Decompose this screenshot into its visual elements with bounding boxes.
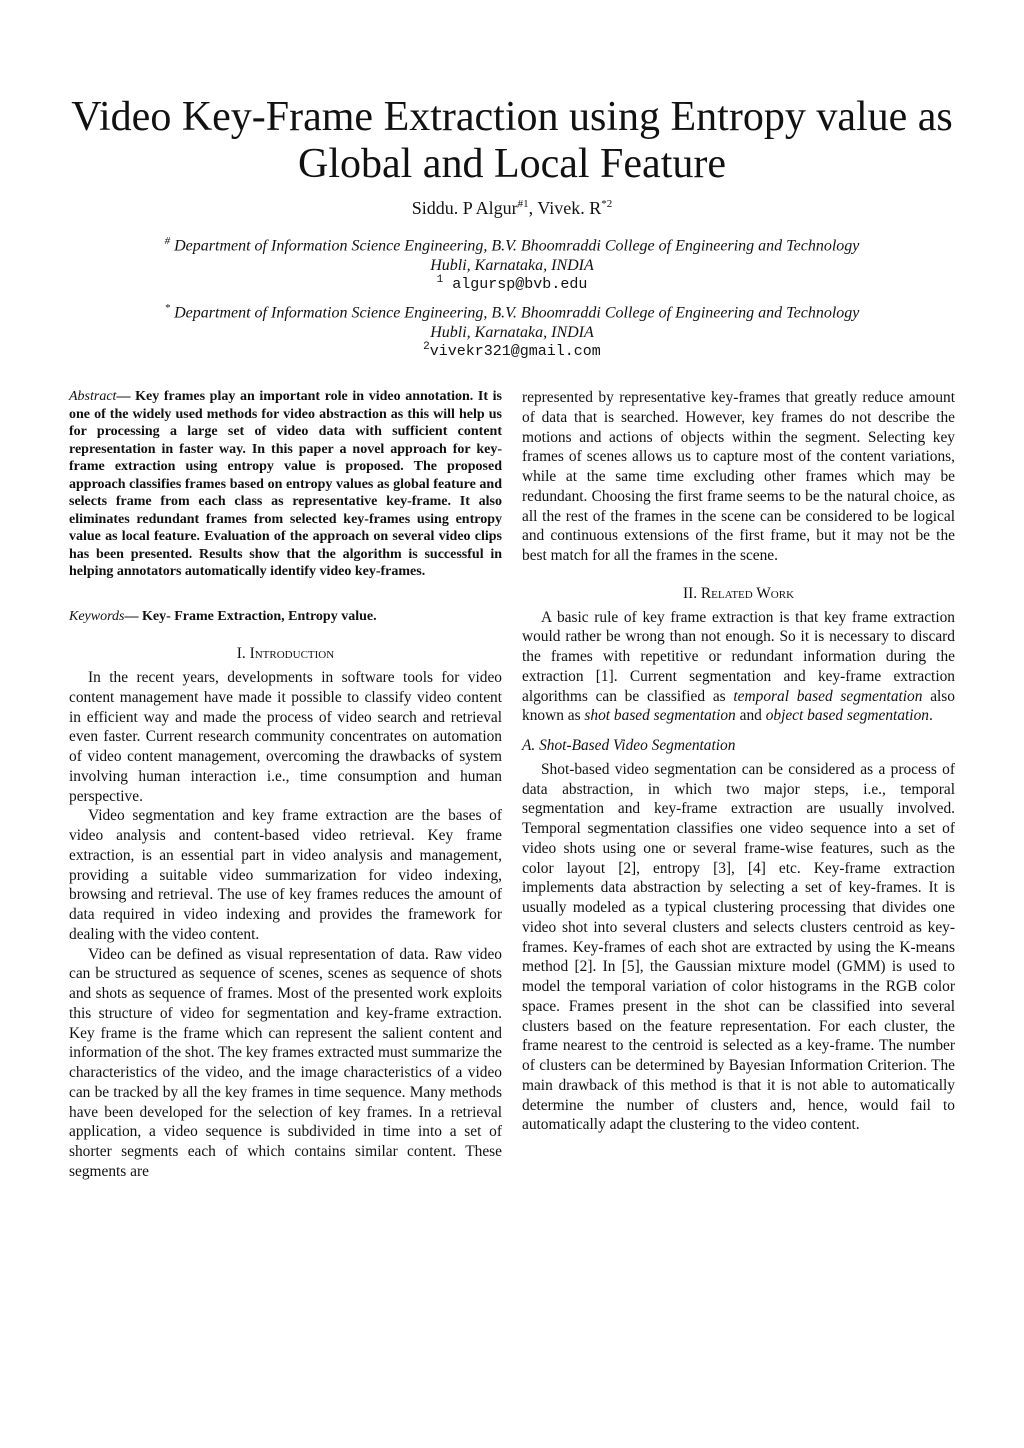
related-work-text-c: and bbox=[735, 707, 766, 725]
author-2-mark: *2 bbox=[601, 198, 613, 210]
email-2 bbox=[40, 341, 984, 360]
keywords-dash: — bbox=[124, 608, 142, 624]
intro-paragraph-3-continued: represented by representative key-frames that greatly reduce amount of data that is searched. However, key frames do not describe the motions and actions of objects within the segment. Selecting key frames of scenes allows us to capture most of the content variations, while at the same time excluding other frames which may be redundant. Choosing the first frame seems to be the natural choice, as all the rest of the frames in the scene can be considered to be logical and continuous extensions of the first frame, but it may not be the best match for all the frames in the scene. bbox=[522, 389, 955, 564]
paper-title bbox=[40, 94, 984, 188]
abstract-dash: — bbox=[116, 389, 136, 404]
term-object-segmentation: object based segmentation bbox=[765, 707, 929, 725]
affiliation-1 bbox=[40, 231, 984, 276]
author-1: Siddu. P Algur bbox=[411, 198, 518, 218]
email-2-address[interactable]: vivekr321@gmail.com bbox=[429, 343, 601, 360]
abstract-text: Key frames play an important role in video annotation. It is one of the widely used methods for video abstraction as this will help us for processing a large set of video data with sufficient content representation in faster way. In this paper a novel approach for key-frame extraction using entropy value is proposed. The proposed approach classifies frames based on entropy values as global feature and selects frame from each class as representative key-frame. It also eliminates redundant frames from selected key-frames using entropy value as local feature. Evaluation of the approach on several video clips has been presented. Results show that the algorithm is successful in helping annotators automatically identify video key-frames. bbox=[69, 389, 503, 579]
email-2-mark: 2 bbox=[423, 341, 430, 353]
section-heading-related-work: II. Related Work bbox=[682, 584, 795, 602]
keywords-text: Key- Frame Extraction, Entropy value. bbox=[141, 608, 377, 624]
right-column bbox=[522, 388, 955, 1135]
keywords-label: Keywords bbox=[69, 608, 125, 624]
email-1-mark: 1 bbox=[436, 274, 444, 286]
title-line-2: Global and Local Feature bbox=[298, 141, 726, 187]
author-line bbox=[40, 198, 984, 219]
term-shot-segmentation: shot based segmentation bbox=[584, 707, 736, 725]
affiliation-2-dept: Department of Information Science Engineering, B.V. Bhoomraddi College of Engineering and Technology bbox=[174, 304, 860, 322]
affiliation-1-location: Hubli, Karnataka, INDIA bbox=[430, 257, 594, 275]
shot-based-paragraph-1: Shot-based video segmentation can be considered as a process of data abstraction, in which two major steps, i.e., temporal segmentation and key-frame extraction are usually involved. Temporal segmentation classifies one video sequence into a set of video shots using one or several frame-wise features, such as the color layout [2], entropy [3], [4] etc. Key-frame extraction implements data abstraction by selecting a set of key-frames. It is usually modeled as a typical clustering processing that divides one video shot into several clusters and selects clusters centroid as key-frames. Key-frames of each shot are extracted by using the K-means method [2]. In [5], the Gaussian mixture model (GMM) is used to model the temporal variation of color histograms in the RGB color space. Frames present in the shot can be classified into several clusters based on the feature representation. For each cluster, the frame nearest to the centroid is selected as a key-frame. The number of clusters can be determined by Bayesian Information Criterion. The main drawback of this method is that it is not able to automatically determine the number of clusters and, hence, would fail to automatically adapt the clustering to the video content. bbox=[522, 760, 955, 1134]
abstract bbox=[69, 388, 502, 581]
subsection-heading-shot-based: A. Shot-Based Video Segmentation bbox=[522, 737, 736, 754]
affiliation-2-mark: * bbox=[164, 302, 171, 314]
related-work-text-a: A basic rule of key frame extraction is that key frame extraction would rather be wrong than not enough. So it is necessary to discard the frames with repetitive or redundant information during the extraction [1]. Current segmentation and key-frame extraction algorithms can be classified as bbox=[522, 608, 955, 705]
related-work-paragraph-1 bbox=[522, 608, 955, 727]
email-1 bbox=[40, 274, 984, 293]
title-line-1: Video Key-Frame Extraction using Entropy value as bbox=[71, 94, 953, 140]
intro-paragraph-3: Video can be defined as visual representation of data. Raw video can be structured as sequence of scenes, scenes as sequence of shots and shots as sequence of frames. Most of the presented work exploits this structure of video for segmentation and key-frame extraction. Key frame is the frame which can represent the salient content and information of the shot. The key frames extracted must summarize the characteristics of the video, and the image characteristics of a video can be tracked by all the key frames in time sequence. Many methods have been developed for the selection of key frames. In a retrieval application, a video sequence is subdivided in time into a set of shorter segments each of which contains similar content. These segments are bbox=[69, 945, 502, 1180]
keywords bbox=[69, 607, 502, 627]
affiliation-1-dept: Department of Information Science Engineering, B.V. Bhoomraddi College of Engineering and Technology bbox=[174, 237, 860, 255]
affiliation-1-mark: # bbox=[164, 235, 171, 247]
abstract-label: Abstract bbox=[69, 389, 117, 404]
related-work-text-b: also known as bbox=[522, 687, 955, 725]
email-1-address[interactable]: algursp@bvb.edu bbox=[452, 276, 588, 293]
term-temporal-segmentation: temporal based segmentation bbox=[733, 687, 923, 705]
section-heading-introduction: I. Introduction bbox=[236, 645, 335, 663]
related-work-text-d: . bbox=[928, 707, 933, 725]
author-2: Vivek. R bbox=[537, 198, 602, 218]
intro-paragraph-2: Video segmentation and key frame extraction are the bases of video analysis and content-based video retrieval. Key frame extraction, is an essential part in video analysis and management, providing a suitable video summarization for video indexing, browsing and retrieval. The use of key frames reduces the amount of data required in video indexing and provides the framework for dealing with the video content. bbox=[69, 807, 502, 943]
intro-paragraph-1: In the recent years, developments in software tools for video content management have made it possible to classify video content in efficient way and made the process of video search and retrieval even faster. Current research community concentrates on automation of video content management, overcoming the drawbacks of system involving human interaction i.e., time consumption and human perspective. bbox=[69, 669, 502, 805]
author-1-mark: #1 bbox=[517, 198, 529, 210]
affiliation-2-location: Hubli, Karnataka, INDIA bbox=[430, 324, 594, 342]
author-separator: , bbox=[528, 198, 538, 218]
left-column bbox=[69, 388, 502, 1182]
affiliation-2 bbox=[40, 298, 984, 343]
